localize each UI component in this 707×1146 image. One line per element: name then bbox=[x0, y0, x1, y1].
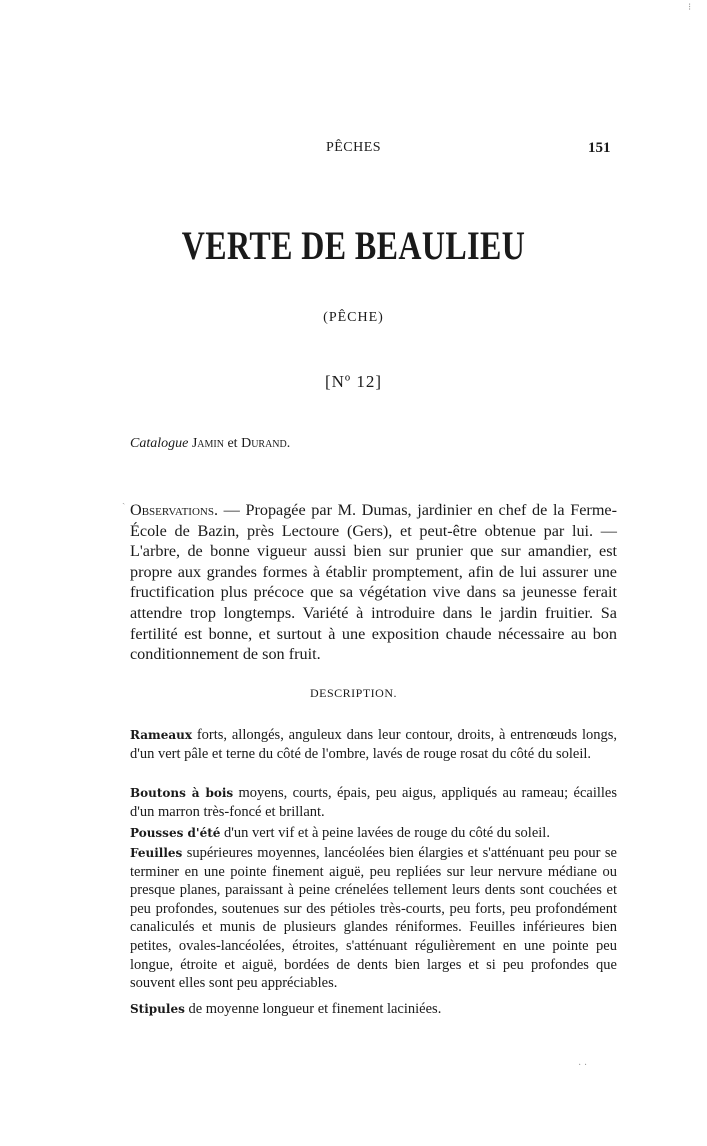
description-item-boutons bbox=[130, 784, 617, 821]
page-number: 151 bbox=[588, 140, 611, 156]
observations-paragraph bbox=[130, 500, 617, 665]
catalogue-author-2: Durand. bbox=[241, 436, 291, 451]
scan-speck-mark: · · bbox=[578, 1060, 588, 1071]
description-term: Pousses d'été bbox=[130, 826, 221, 840]
description-term: Boutons à bois bbox=[130, 786, 234, 800]
description-text: de moyenne longueur et finement laciniées. bbox=[184, 1001, 442, 1017]
description-text: d'un vert vif et à peine lavées de rouge du côté du soleil. bbox=[220, 825, 550, 841]
description-text: supérieures moyennes, lancéolées bien élargies et s'atténuant peu pour se terminer en une pointe finement aiguë, peu repliées sur leur nervure médiane ou presque planes, paraissant à peine crénelées tellement leurs dents sont couchées et peu profondes, soutenues sur des pétioles très-courts, peu forts, peu profondément canaliculés et munis de plusieurs glandes réniformes. Feuilles inférieures bien petites, ovales-lancéolées, étroites, s'atténuant régulièrement en une pointe peu longue, étroite et aiguë, bordées de dents bien larges et si peu profondes que souvent elles sont peu appréciables. bbox=[130, 845, 617, 992]
description-item-stipules bbox=[130, 1000, 617, 1019]
page-title: VERTE DE BEAULIEU bbox=[181, 223, 526, 268]
running-head bbox=[0, 140, 707, 160]
description-term: Stipules bbox=[130, 1002, 185, 1016]
description-item-rameaux bbox=[130, 726, 617, 763]
description-text: forts, allongés, anguleux dans leur contour, droits, à entrenœuds longs, d'un vert pâle et terne du côté de l'ombre, lavés de rouge rosat du côté du soleil. bbox=[130, 727, 617, 762]
scan-speck-mark: ˎ bbox=[122, 494, 126, 505]
catalogue-author-1: Jamin bbox=[191, 436, 224, 451]
scan-speck-mark: ⁝ bbox=[688, 2, 692, 13]
description-term: Feuilles bbox=[130, 846, 183, 860]
description-heading: DESCRIPTION. bbox=[309, 686, 397, 700]
variety-number: [Nº 12] bbox=[324, 372, 383, 391]
description-text: moyens, courts, épais, peu aigus, appliqués au rameau; écailles d'un marron très-foncé et brillant. bbox=[130, 785, 617, 820]
catalogue-reference bbox=[130, 436, 290, 452]
subtitle: (PÊCHE) bbox=[323, 310, 384, 325]
description-item-feuilles bbox=[130, 844, 617, 993]
observations-text: — Propagée par M. Dumas, jardinier en chef de la Ferme-École de Bazin, près Lectoure (Gers), et peut-être obtenue par lui. — L'arbre, de bonne vigueur aussi bien sur prunier que sur amandier, est propre aux grandes formes à établir promptement, afin de lui assurer une fructification plus précoce que sa végétation vive dans sa jeunesse ferait attendre trop longtemps. Variété à introduire dans le jardin fruitier. Sa fertilité est bonne, et surtout à une exposition chaude nécessaire au bon conditionnement de son fruit. bbox=[130, 501, 617, 664]
catalogue-label: Catalogue bbox=[130, 436, 189, 451]
running-title: PÊCHES bbox=[325, 140, 382, 155]
description-item-pousses bbox=[130, 824, 617, 843]
description-term: Rameaux bbox=[130, 728, 193, 742]
catalogue-conjunction: et bbox=[227, 436, 238, 451]
observations-heading: Observations. bbox=[130, 501, 219, 519]
